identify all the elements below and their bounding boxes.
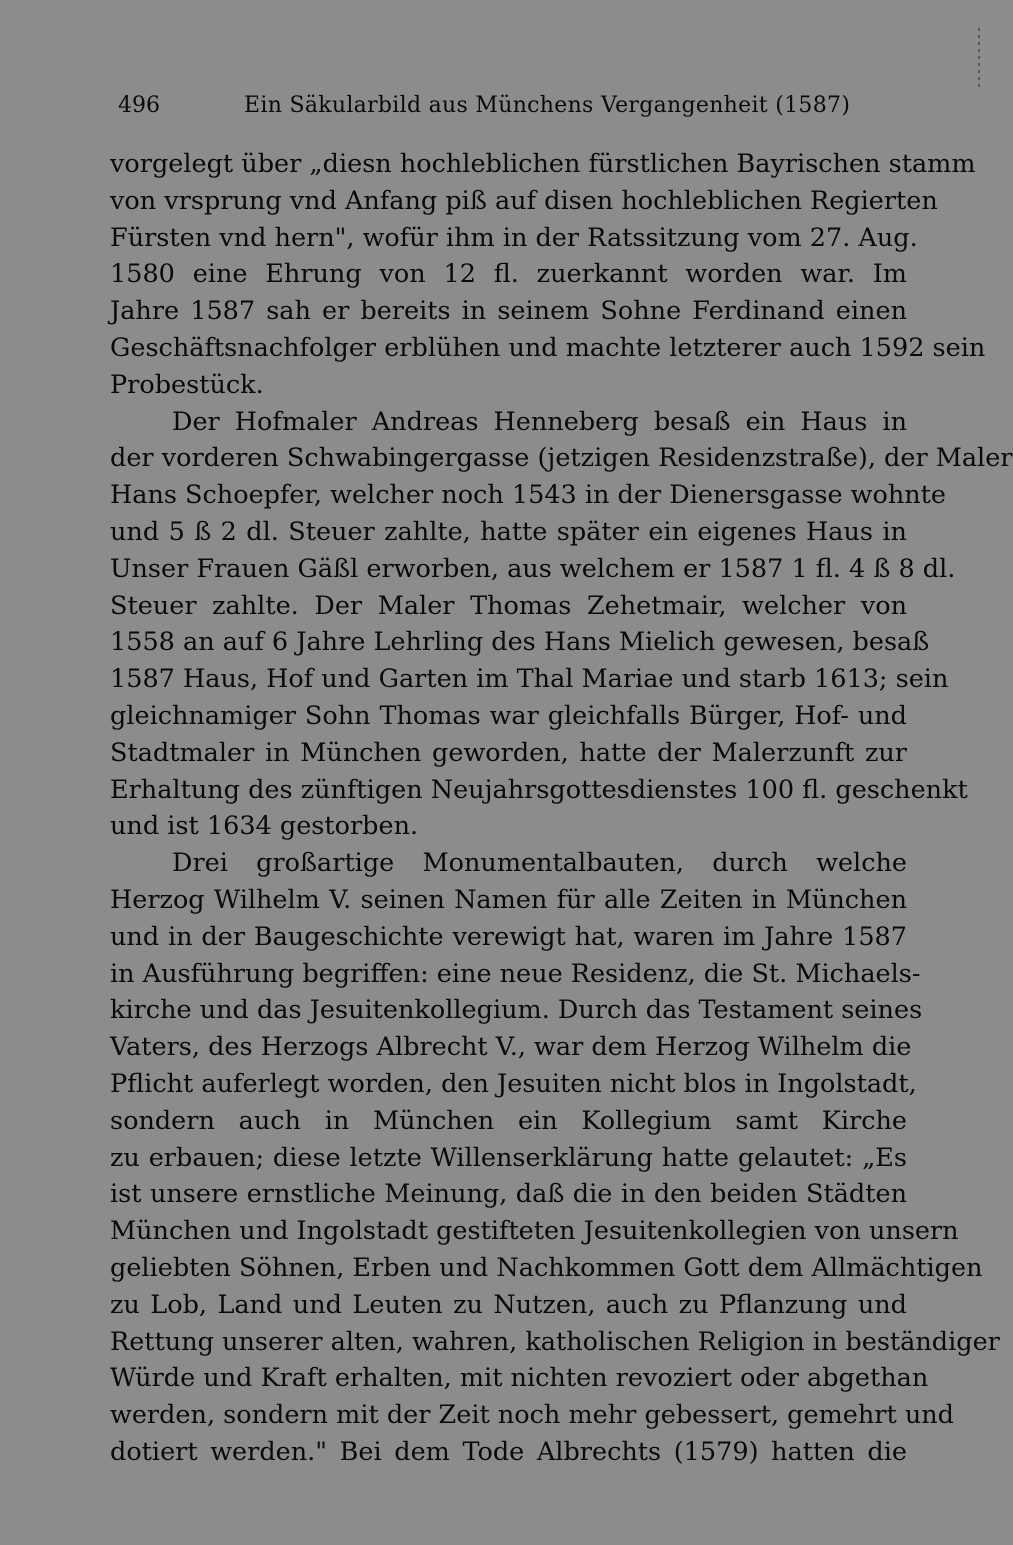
page-number: 496 — [118, 93, 160, 118]
text-line: Jahre 1587 sah er bereits in seinem Sohne Ferdinand einen — [110, 296, 907, 327]
text-line: Würde und Kraft erhalten, mit nichten revoziert oder abgethan — [110, 1363, 929, 1394]
text-line: Erhaltung des zünftigen Neujahrsgottesdienstes 100 fl. geschenkt — [110, 774, 968, 805]
running-header — [118, 86, 908, 126]
text-line: vorgelegt über „diesn hochleblichen fürstlichen Bayrischen stamm — [110, 149, 976, 179]
text-line: München und Ingolstadt gestifteten Jesuitenkollegien von unsern — [110, 1216, 959, 1247]
text-line: Stadtmaler in München geworden, hatte der Malerzunft zur — [110, 737, 907, 768]
text-line: geliebten Söhnen, Erben und Nachkommen Gott dem Allmächtigen — [110, 1252, 983, 1283]
text-line: ist unsere ernstliche Meinung, daß die in den beiden Städten — [110, 1179, 907, 1210]
running-title: Ein Säkularbild aus Münchens Vergangenheit (1587) — [244, 93, 851, 118]
text-line: 1558 an auf 6 Jahre Lehrling des Hans Mielich gewesen, besaß — [110, 627, 930, 658]
text-line: Rettung unserer alten, wahren, katholischen Religion in beständiger — [110, 1326, 1000, 1357]
text-line: Vaters, des Herzogs Albrecht V., war dem Herzog Wilhelm die — [110, 1032, 912, 1063]
text-line: in Ausführung begriffen: eine neue Residenz, die St. Michaels- — [110, 958, 921, 989]
text-line: Unser Frauen Gäßl erworben, aus welchem er 1587 1 fl. 4 ß 8 dl. — [110, 553, 956, 584]
text-line: Geschäftsnachfolger erblühen und machte letzterer auch 1592 sein — [110, 332, 986, 363]
text-line: Hans Schoepfer, welcher noch 1543 in der Dienersgasse wohnte — [110, 480, 947, 511]
text-line: 1580 eine Ehrung von 12 fl. zuerkannt worden war. Im — [110, 259, 907, 290]
scan-edge-mark — [978, 28, 980, 90]
text-line: 1587 Haus, Hof und Garten im Thal Mariae und starb 1613; sein — [110, 664, 949, 695]
body-text — [110, 146, 1013, 1471]
text-line: sondern auch in München ein Kollegium samt Kirche — [110, 1105, 907, 1136]
text-line: Fürsten vnd hern", wofür ihm in der Ratssitzung vom 27. Aug. — [110, 222, 918, 253]
text-line: gleichnamiger Sohn Thomas war gleichfalls Bürger, Hof- und — [110, 700, 907, 731]
paragraph-start-line: Der Hofmaler Andreas Henneberg besaß ein Haus in — [172, 406, 907, 437]
text-line: werden, sondern mit der Zeit noch mehr gebessert, gemehrt und — [110, 1400, 955, 1431]
text-line: dotiert werden." Bei dem Tode Albrechts (1579) hatten die — [110, 1436, 907, 1467]
text-line: und 5 ß 2 dl. Steuer zahlte, hatte später ein eigenes Haus in — [110, 516, 907, 547]
text-line: Herzog Wilhelm V. seinen Namen für alle Zeiten in München — [110, 884, 907, 915]
text-line: Steuer zahlte. Der Maler Thomas Zehetmair, welcher von — [110, 590, 907, 621]
text-line: und in der Baugeschichte verewigt hat, waren im Jahre 1587 — [110, 921, 907, 952]
text-line: der vorderen Schwabingergasse (jetzigen Residenzstraße), der Maler — [110, 443, 1013, 474]
text-line: von vrsprung vnd Anfang piß auf disen hochleblichen Regierten — [110, 185, 938, 216]
text-line: zu erbauen; diese letzte Willenserklärung hatte gelautet: „Es — [110, 1142, 907, 1173]
text-line: kirche und das Jesuitenkollegium. Durch das Testament seines — [110, 995, 923, 1026]
text-line: Pflicht auferlegt worden, den Jesuiten nicht blos in Ingolstadt, — [110, 1068, 917, 1099]
text-line: Probestück. — [110, 369, 264, 400]
text-line: zu Lob, Land und Leuten zu Nutzen, auch zu Pflanzung und — [110, 1289, 907, 1320]
text-line: und ist 1634 gestorben. — [110, 811, 419, 842]
paragraph-start-line: Drei großartige Monumentalbauten, durch welche — [172, 848, 907, 879]
